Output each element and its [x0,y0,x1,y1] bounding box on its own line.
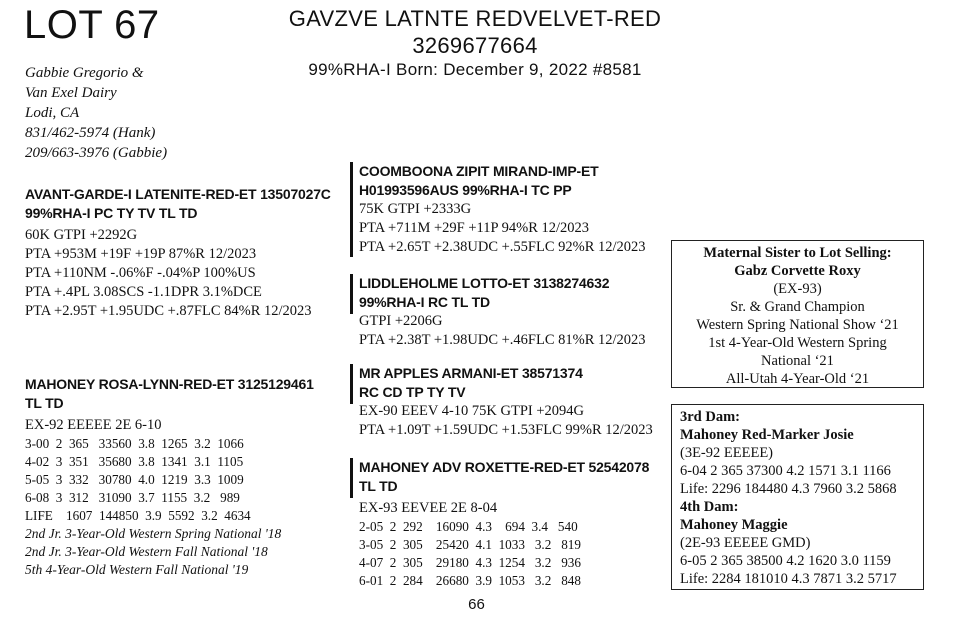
maternal-sister-name: Gabz Corvette Roxy [734,263,861,279]
sire-codes: 99%RHA-I PC TY TV TL TD [25,205,198,221]
maternal-sister-box [671,240,924,388]
maternal-sister-line: All-Utah 4-Year-Old ‘21 [725,371,870,387]
maternal-granddam-classification: EX-93 EEVEE 2E 8-04 [359,500,498,516]
sire-dam-sire-codes: 99%RHA-I RC TL TD [359,294,490,310]
maternal-grandsire-block [359,364,653,440]
sire-dam-sire-name: LIDDLEHOLME LOTTO-ET 3138274632 [359,275,610,291]
dam-codes: TL TD [25,395,64,411]
maternal-granddam-codes: TL TD [359,478,398,494]
dam-record-row: 5-05 3 332 30780 4.0 1219 3.3 1009 [25,472,244,487]
sire-line: PTA +2.95T +1.95UDC +.87FLC 84%R 12/2023 [25,303,312,319]
dam-record-row: 6-08 3 312 31090 3.7 1155 3.2 989 [25,490,240,505]
animal-info: 99%RHA-I Born: December 9, 2022 #8581 [308,60,642,79]
page-number: 66 [468,596,485,613]
maternal-sister-line: Sr. & Grand Champion [730,299,865,315]
maternal-grandsire-codes: RC CD TP TY TV [359,384,466,400]
sire-dam-sire-line: GTPI +2206G [359,313,443,329]
fourth-dam-name: Mahoney Maggie [680,517,788,533]
dam-classification: EX-92 EEEEE 2E 6-10 [25,417,162,433]
granddam-record-row: 4-07 2 305 29180 4.3 1254 3.2 936 [359,555,581,570]
third-dam-label: 3rd Dam: [680,409,741,425]
dam-award: 2nd Jr. 3-Year-Old Western Spring National '18 [25,526,282,541]
maternal-sister-line: National ‘21 [761,353,834,369]
sire-line: PTA +.4PL 3.08SCS -1.1DPR 3.1%DCE [25,284,262,300]
sire-line: PTA +110NM -.06%F -.04%P 100%US [25,265,256,281]
maternal-granddam-block [359,458,649,590]
owner-phone: 209/663-3976 (Gabbie) [25,145,168,161]
sire-name: AVANT-GARDE-I LATENITE-RED-ET 13507027C [25,186,331,202]
dam-record-row: 4-02 3 351 35680 3.8 1341 3.1 1105 [25,454,244,469]
paternal-grandsire-line: PTA +2.65T +2.38UDC +.55FLC 92%R 12/2023 [359,239,646,255]
dam-name: MAHONEY ROSA-LYNN-RED-ET 3125129461 [25,376,314,392]
sire-line: PTA +953M +19F +19P 87%R 12/2023 [25,246,257,262]
paternal-grandsire-codes: H01993596AUS 99%RHA-I TC PP [359,182,572,198]
third-dam-line: (3E-92 EEEEE) [680,445,774,461]
dam-record-life: LIFE 1607 144850 3.9 5592 3.2 4634 [25,508,251,523]
third-dam-line: Life: 2296 184480 4.3 7960 3.2 5868 [680,481,897,497]
pedigree-bar [350,274,353,314]
dam-award: 2nd Jr. 3-Year-Old Western Fall National '18 [25,544,268,559]
lot-number: LOT 67 [24,3,160,47]
owner-block [25,63,167,163]
fourth-dam-line: (2E-93 EEEEE GMD) [680,535,811,551]
animal-name: GAVZVE LATNTE REDVELVET-RED [288,6,662,31]
pedigree-bar [350,458,353,498]
maternal-sister-line: (EX-93) [773,281,822,297]
sire-dam-sire-block [359,274,646,350]
maternal-grandsire-line: PTA +1.09T +1.59UDC +1.53FLC 99%R 12/2023 [359,422,653,438]
sire-line: 60K GTPI +2292G [25,227,138,243]
sire-block [25,185,331,321]
maternal-grandsire-name: MR APPLES ARMANI-ET 38571374 [359,365,583,381]
registration-number: 3269677664 [412,33,538,58]
dam-award: 5th 4-Year-Old Western Fall National '19 [25,562,249,577]
dam-block [25,375,314,579]
granddam-record-row: 6-01 2 284 26680 3.9 1053 3.2 848 [359,573,581,588]
sire-dam-sire-line: PTA +2.38T +1.98UDC +.46FLC 81%R 12/2023 [359,332,646,348]
maternal-sister-line: Western Spring National Show ‘21 [696,317,899,333]
owner-phone: 831/462-5974 (Hank) [25,125,156,141]
dam-record-row: 3-00 2 365 33560 3.8 1265 3.2 1066 [25,436,244,451]
granddam-record-row: 3-05 2 305 25420 4.1 1033 3.2 819 [359,537,581,552]
maternal-granddam-name: MAHONEY ADV ROXETTE-RED-ET 52542078 [359,459,650,475]
paternal-grandsire-block [359,162,646,257]
owner-line: Lodi, CA [25,105,80,121]
fourth-dam-label: 4th Dam: [680,499,739,515]
paternal-grandsire-line: 75K GTPI +2333G [359,201,472,217]
owner-line: Gabbie Gregorio & [25,65,144,81]
third-dam-line: 6-04 2 365 37300 4.2 1571 3.1 1166 [680,463,891,479]
fourth-dam-line: Life: 2284 181010 4.3 7871 3.2 5717 [680,571,897,587]
granddam-record-row: 2-05 2 292 16090 4.3 694 3.4 540 [359,519,578,534]
paternal-grandsire-line: PTA +711M +29F +11P 94%R 12/2023 [359,220,590,236]
third-dam-name: Mahoney Red-Marker Josie [680,427,854,443]
dams-box [671,404,924,590]
owner-line: Van Exel Dairy [25,85,117,101]
maternal-sister-heading: Maternal Sister to Lot Selling: [703,245,892,261]
maternal-sister-line: 1st 4-Year-Old Western Spring [708,335,887,351]
maternal-grandsire-line: EX-90 EEEV 4-10 75K GTPI +2094G [359,403,584,419]
paternal-grandsire-name: COOMBOONA ZIPIT MIRAND-IMP-ET [359,163,599,179]
pedigree-bar [350,162,353,257]
fourth-dam-line: 6-05 2 365 38500 4.2 1620 3.0 1159 [680,553,891,569]
pedigree-bar [350,364,353,404]
